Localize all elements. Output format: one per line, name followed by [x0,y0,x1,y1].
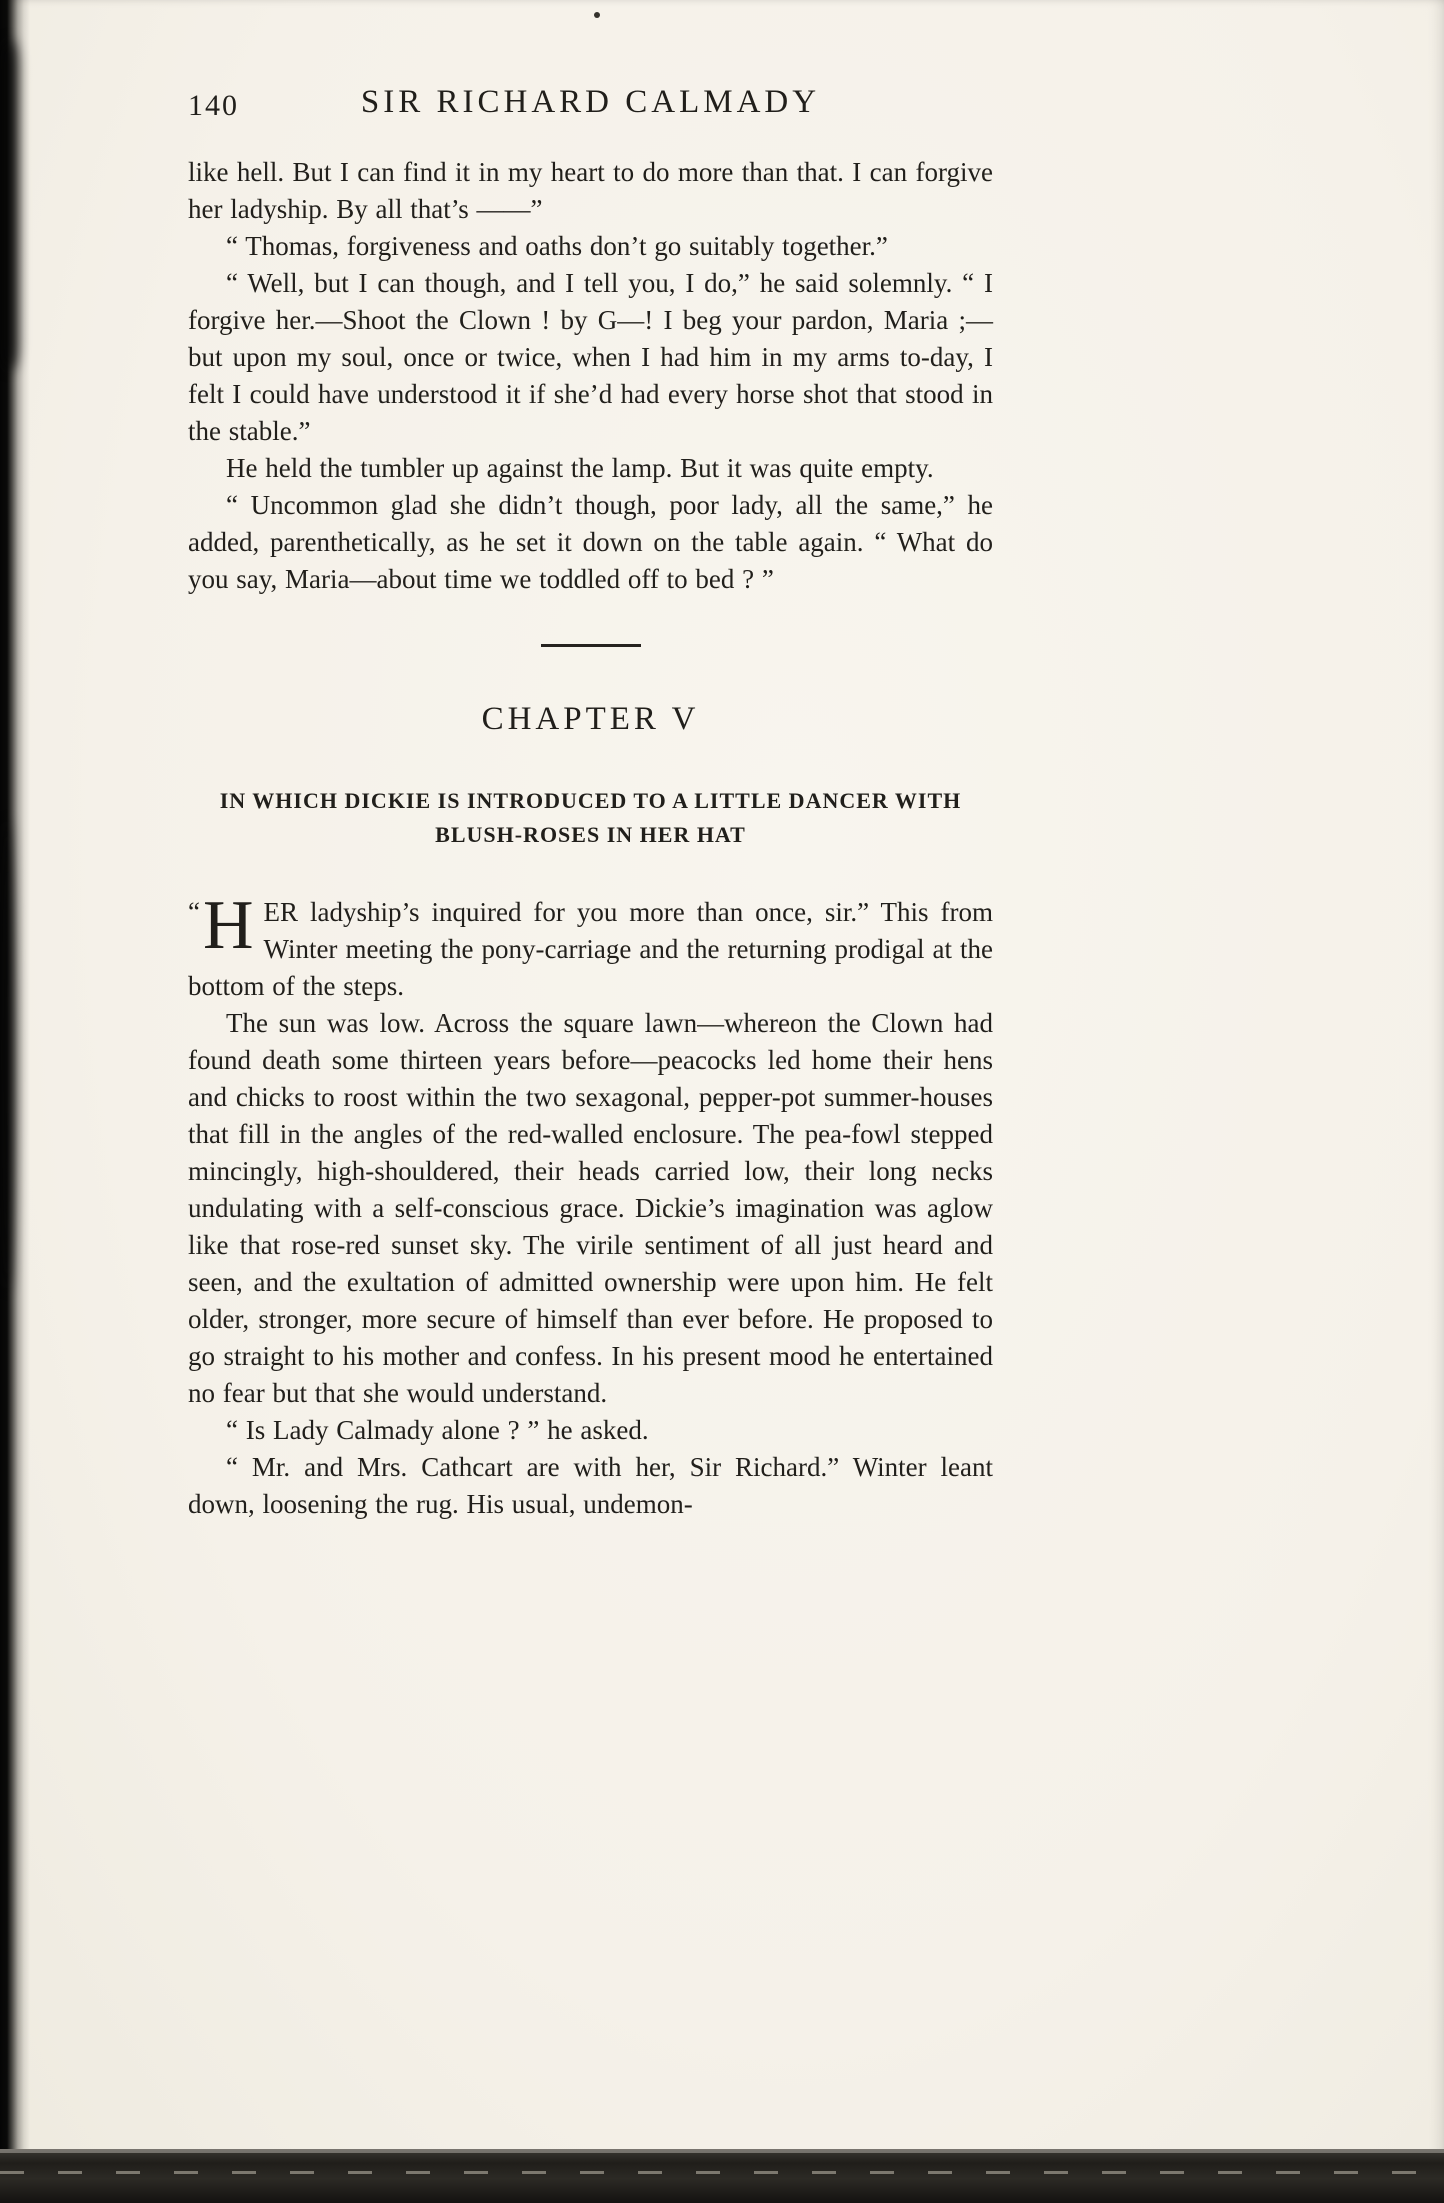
paragraph: “ Is Lady Calmady alone ? ” he asked. [226,1415,649,1445]
page-header [188,84,993,128]
page-number: 140 [188,89,239,122]
section-2-body [188,887,993,1523]
chapter-subtitle-line-2: BLUSH-ROSES IN HER HAT [435,822,746,847]
running-title: SIR RICHARD CALMADY [360,84,821,120]
section-2-paragraphs [188,1005,993,1523]
paragraph-text: ER ladyship’s inquired for you more than once, sir.” This from Winter meeting the pony-carriage and the returning prodigal at the bottom of the steps. [188,897,993,1001]
binding-shadow-blot-mid [1,820,14,1290]
section-1-body [188,154,993,598]
paragraph: like hell. But I can find it in my heart to do more than that. I can forgive her ladyship. By all that’s ——” [188,157,993,224]
drop-cap [188,887,254,964]
paragraph: The sun was low. Across the square lawn—whereon the Clown had found death some thirteen years before—peacocks led home their hens and chicks to roost within the two sexagonal, pepper-pot summer-houses that fill in the angles of the red-walled enclosure. The pea-fowl stepped mincingly, high-shouldered, their heads carried low, their long necks undulating with a self-conscious grace. Dickie’s imagination was aglow like that rose-red sunset sky. The virile sentiment of all just heard and seen, and the exultation of admitted ownership were upon him. He felt older, stronger, more secure of himself than ever before. He proposed to go straight to his mother and confess. In his present mood he entertained no fear but that she would understand. [188,1008,993,1408]
paragraph: “ Thomas, forgiveness and oaths don’t go suitably together.” [226,231,888,261]
drop-cap-letter: H [202,887,254,964]
paragraph: “ Mr. and Mrs. Cathcart are with her, Sir Richard.” Winter leant down, loosening the rug. His usual, undemon- [188,1452,993,1519]
scan-speck [594,12,600,18]
chapter-subtitle-line-1: IN WHICH DICKIE IS INTRODUCED TO A LITTLE DANCER WITH [219,788,962,813]
chapter-subtitle [188,784,993,852]
paragraph-drop-cap [188,887,993,1005]
paragraph: “ Well, but I can though, and I tell you, I do,” he said solemnly. “ I forgive her.—Shoot the Clown ! by G—! I beg your pardon, Maria ;—but upon my soul, once or twice, when I had him in my arms to-day, I felt I could have understood it if she’d had every horse shot that stood in the stable.” [188,268,993,446]
page-content [188,84,993,1523]
section-divider [541,644,641,647]
paragraph: “ Uncommon glad she didn’t though, poor lady, all the same,” he added, parenthetically, as he set it down on the table again. “ What do you say, Maria—about time we toddled off to bed ? ” [188,490,993,594]
binding-shadow-blot-top [2,40,18,370]
paragraph: He held the tumbler up against the lamp. But it was quite empty. [226,453,934,483]
opening-quote-mark: “ [188,897,200,927]
chapter-title: CHAPTER V [481,701,700,737]
page-bottom-edge [0,2149,1444,2203]
